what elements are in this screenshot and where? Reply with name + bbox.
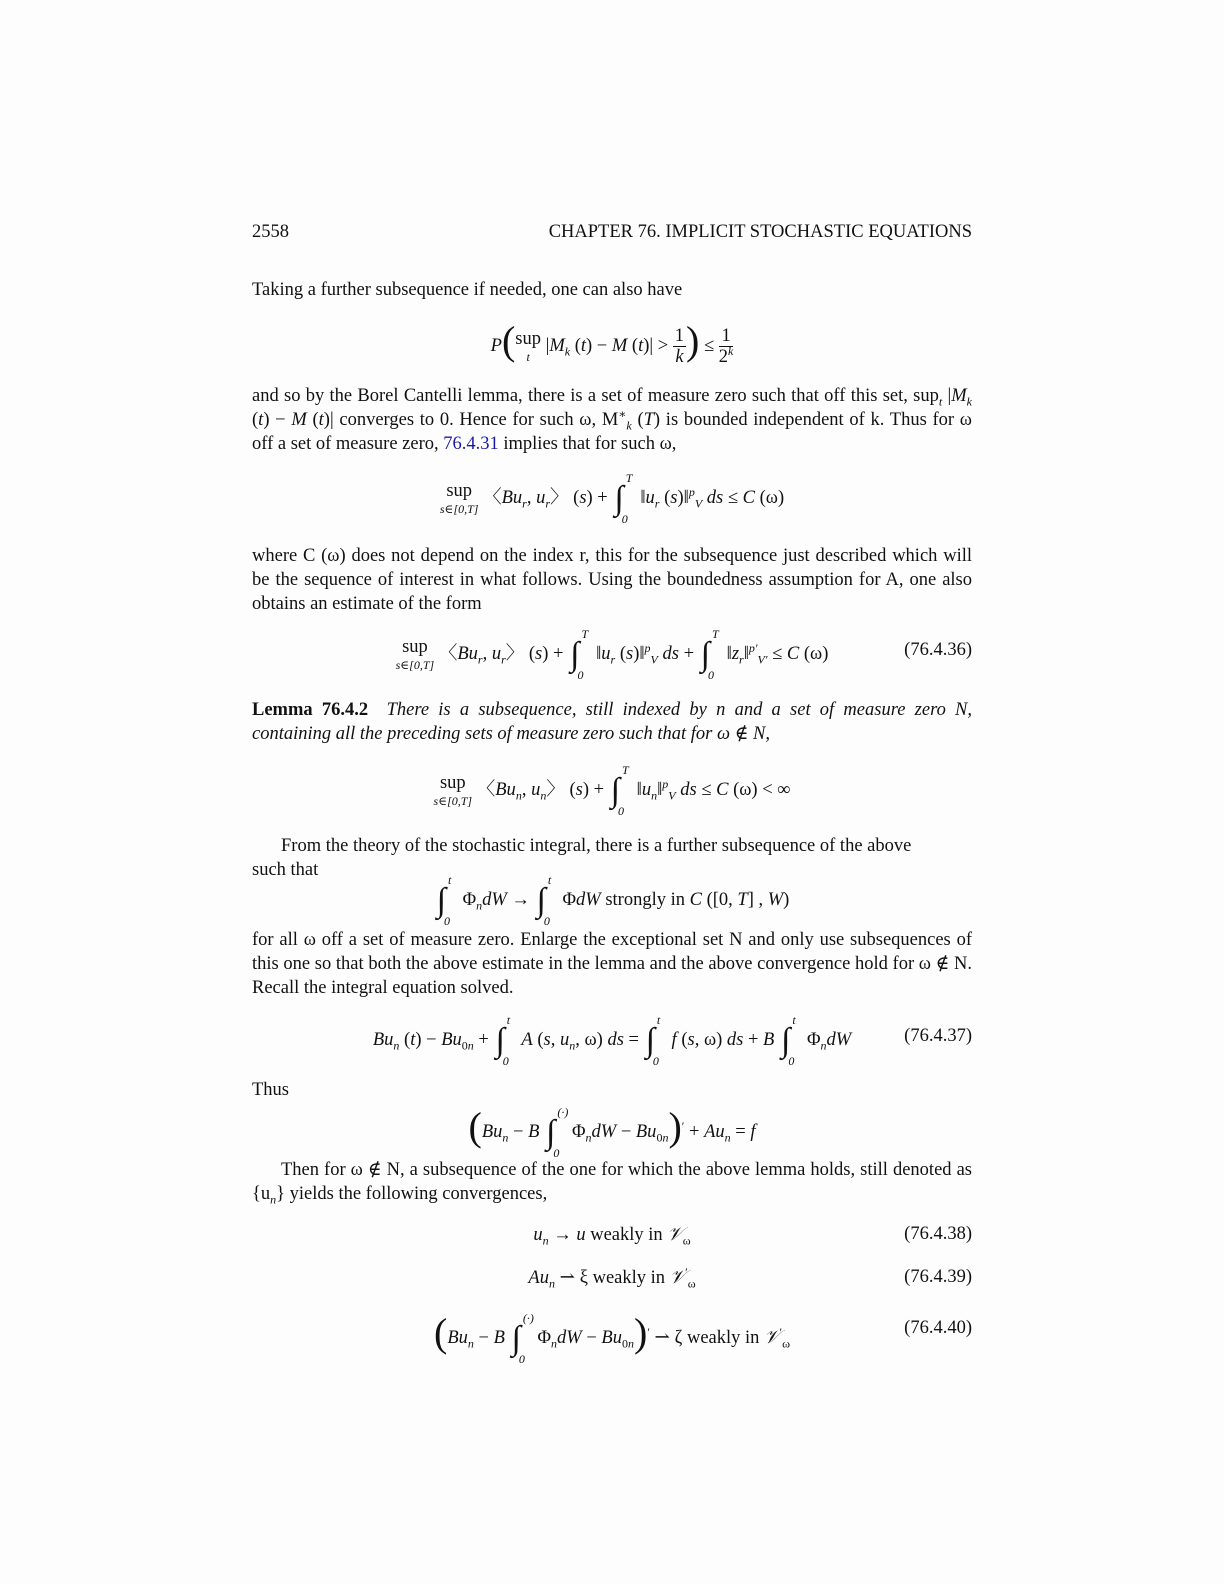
- lemma-label: Lemma 76.4.2: [252, 700, 369, 720]
- equation-probability-bound: P(sup t $|M_k$ (t) − M (t)| > $\frac{1}{k}$ ) ≤ $\frac{1}{2^k}$: [490, 318, 734, 368]
- equation-lemma-estimate: sup s∈[0,T] 〈$Bu_n$, $u_n$〉 (s) + ∫ T 0 $‖u_n‖^p_V$ ds ≤ C (ω) < ∞: [433, 762, 791, 818]
- paragraph-6: Then for ω ∉ N, a subsequence of the one for which the above lemma holds, still denoted as $\{u_n\}$ yields the following convergences,: [252, 1160, 972, 1207]
- equation-number-39: (76.4.39): [904, 1267, 972, 1287]
- paragraph-5: for all ω off a set of measure zero. Enlarge the exceptional set N and only use subsequences of this one so that both the above estimate in the lemma and the above convergence hold for ω ∉ N. Recall the integral equation solved.: [252, 930, 972, 998]
- paragraph-2: and so by the Borel Cantelli lemma, there is a set of measure zero such that off this set, sup$_t$ $|M_k$ (t) − M (t)| converges to 0. Hence for such ω, $M^∗_k$ (T) is bounded independent of k. Thus for ω off a set of measure zero, 76.4.31 implies that for such ω,: [252, 386, 972, 454]
- equation-reference-link[interactable]: 76.4.31: [443, 434, 499, 454]
- lemma-statement: There is a subsequence, still indexed by n and a set of measure zero N, containing all the preceding sets of measure zero such that for ω ∉ N,: [252, 700, 973, 744]
- paragraph-1: Taking a further subsequence if needed, one can also have: [252, 280, 683, 300]
- equation-76-4-37: $Bu_n$ $(t) - Bu_{0n}$ + ∫ t 0 A (s, $u_n$, ω) ds = ∫ t 0 f (s, ω) ds + B ∫ t 0 $\Phi_ndW$: [372, 1012, 852, 1068]
- equation-derivative: ($Bu_n - B$ ∫ (·) 0 $\Phi_ndW - Bu_{0n})' + Au_n = f$: [468, 1104, 756, 1160]
- equation-estimate-1: sup s∈[0,T] 〈$Bu_r$, $u_r$〉 (s) + ∫ T 0 $‖u_r$ (s)‖$^p_V$ ds ≤ C (ω): [439, 470, 785, 526]
- paragraph-4a: From the theory of the stochastic integral, there is a further subsequence of the above: [281, 836, 912, 856]
- equation-number-40: (76.4.40): [904, 1318, 972, 1338]
- equation-strong-convergence: ∫ t 0 $\Phi_ndW$ → ∫ t 0 ΦdW strongly in C ([0, T] , W): [436, 872, 790, 928]
- paragraph-3: where C (ω) does not depend on the index r, this for the subsequence just described which will be the sequence of interest in what follows. Using the boundedness assumption for A, one also obtains an estimate of the form: [252, 546, 972, 614]
- word-thus: Thus: [252, 1080, 289, 1100]
- equation-76-4-36: sup s∈[0,T] 〈$Bu_r$, $u_r$〉 (s) + ∫ T 0 $‖u_r$ (s)‖$^p_V$ ds + ∫ T 0 $‖z_r‖^{p'}_{V'} \le C$ (ω): [395, 626, 829, 682]
- chapter-title: CHAPTER 76. IMPLICIT STOCHASTIC EQUATIONS: [548, 222, 972, 242]
- equation-76-4-40: ($Bu_n - B$ ∫ (·) 0 $\Phi_ndW - Bu_{0n})'$ ⇀ ζ weakly in 𝒱′$_\omega$: [434, 1310, 790, 1366]
- paragraph-4b: such that: [252, 860, 319, 880]
- equation-number-36: (76.4.36): [904, 640, 972, 660]
- equation-76-4-38: $u_n \to u$ weakly in 𝒱$_\omega$: [533, 1225, 691, 1248]
- page-number: 2558: [252, 222, 289, 242]
- equation-number-38: (76.4.38): [904, 1224, 972, 1244]
- equation-number-37: (76.4.37): [904, 1026, 972, 1046]
- equation-76-4-39: $Au_n$ ⇀ ξ weakly in 𝒱′$_\omega$: [528, 1264, 696, 1291]
- lemma-76-4-2: [252, 698, 972, 746]
